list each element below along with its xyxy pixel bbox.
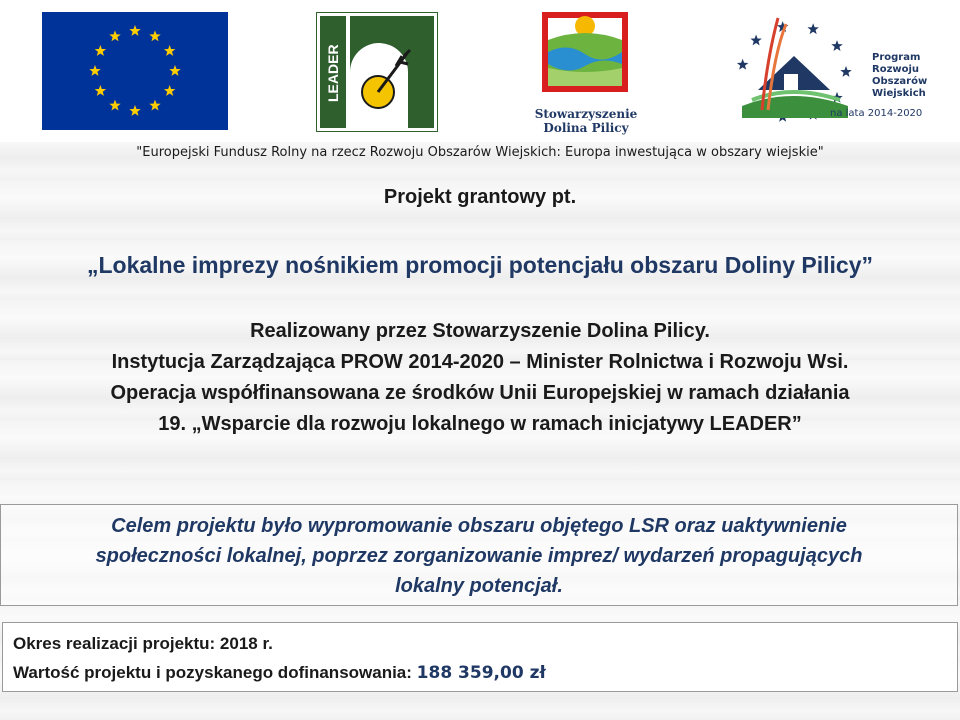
prow-period: na lata 2014-2020 xyxy=(830,108,923,119)
goal-line-2: społeczności lokalnej, poprzez zorganizowanie imprez/ wydarzeń propagujących xyxy=(95,545,863,567)
prow-star-icon xyxy=(750,35,761,46)
prow-star-icon xyxy=(831,40,842,51)
leader-logo-text: LEADER xyxy=(325,44,341,102)
period-line: Okres realizacji projektu: 2018 r. xyxy=(13,634,273,653)
funding-note: "Europejski Fundusz Rolny na rzecz Rozwoju Obszarów Wiejskich: Europa inwestująca w obszary wiejskie" xyxy=(136,145,824,160)
info-line-2: Instytucja Zarządzająca PROW 2014-2020 – Minister Rolnictwa i Rozwoju Wsi. xyxy=(111,351,849,373)
goal-box xyxy=(0,504,958,606)
goal-line-3: lokalny potencjał. xyxy=(395,575,563,597)
prow-line-2: Rozwoju xyxy=(872,64,920,75)
prow-line-4: Wiejskich xyxy=(872,88,926,99)
value-label: Wartość projektu i pozyskanego dofinansowania: xyxy=(13,663,417,682)
prow-emblem xyxy=(722,10,862,122)
dolina-logo-line2: Dolina Pilicy xyxy=(543,121,629,135)
eu-flag-logo xyxy=(42,12,228,130)
prow-star-icon xyxy=(737,59,748,70)
project-title: „Lokalne imprezy nośnikiem promocji potencjału obszaru Doliny Pilicy” xyxy=(86,252,873,278)
info-line-4: 19. „Wsparcie dla rozwoju lokalnego w ramach inicjatywy LEADER” xyxy=(158,413,802,435)
value-amount: 188 359,00 zł xyxy=(416,663,546,683)
info-line-3: Operacja współfinansowana ze środków Unii Europejskiej w ramach działania xyxy=(110,382,850,404)
dolina-pilicy-emblem xyxy=(528,12,644,94)
dolina-pilicy-logo xyxy=(528,12,644,134)
value-line xyxy=(13,658,947,688)
goal-line-1: Celem projektu było wypromowanie obszaru objętego LSR oraz uaktywnienie xyxy=(111,515,847,537)
info-block xyxy=(0,316,960,440)
prow-star-icon xyxy=(807,23,818,34)
prow-logo xyxy=(722,10,928,134)
prow-line-1: Program xyxy=(872,52,921,63)
intro-heading: Projekt grantowy pt. xyxy=(383,186,577,208)
prow-line-3: Obszarów xyxy=(872,76,928,87)
leader-logo xyxy=(316,12,438,132)
prow-star-icon xyxy=(840,66,851,77)
info-line-1: Realizowany przez Stowarzyszenie Dolina Pilicy. xyxy=(250,320,710,342)
summary-box xyxy=(2,622,958,692)
dolina-logo-line1: Stowarzyszenie xyxy=(534,107,638,121)
logo-bar xyxy=(0,0,960,142)
